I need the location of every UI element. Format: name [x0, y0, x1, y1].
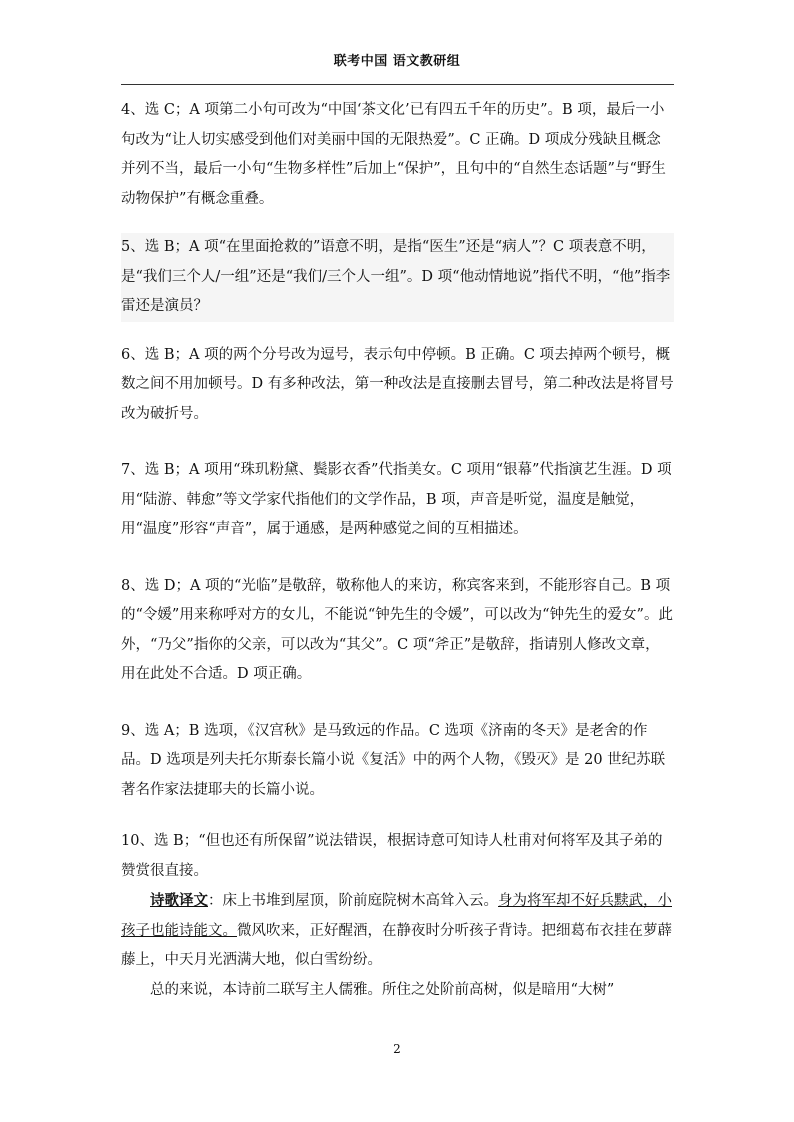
answer-6: 6、选 B；A 项的两个分号改为逗号，表示句中停顿。B 正确。C 项去掉两个顿号，概数之间不用加顿号。D 有多种改法，第一种改法是直接删去冒号，第二种改法是将冒号改为破折号。	[121, 346, 674, 422]
answer-9: 9、选 A；B 选项，《汉宫秋》是马致远的作品。C 选项《济南的冬天》是老舍的作品。D 选项是列夫托尔斯泰长篇小说《复活》中的两个人物，《毁灭》是 20 世纪苏联著名作家法捷耶夫的长篇小说。	[121, 722, 666, 798]
answer-7: 7、选 B；A 项用“珠玑粉黛、鬓影衣香”代指美女。C 项用“银幕”代指演艺生涯。D 项用“陆游、韩愈”等文学家代指他们的文学作品，B 项，声音是听觉，温度是触觉，用“温度”形容“声音”，属于通感，是两种感觉之间的互相描述。	[121, 462, 672, 537]
translation-colon: ：	[208, 893, 223, 909]
answer-8: 8、选 D；A 项的“光临”是敬辞，敬称他人的来访，称宾客来到，不能形容自己。B 项的“令媛”用来称呼对方的女儿，不能说“钟先生的令媛”，可以改为“钟先生的爱女”。此外，“乃父”指你的父亲，可以改为“其父”。C 项“斧正”是敬辞，指请别人修改文章，用在此处不合适。D 项正确。	[121, 577, 673, 682]
translation-label: 诗歌译文	[150, 892, 208, 909]
translation-part-2: 微风吹来，正好醒酒，在静夜时分听孩子背诗。把细葛布衣挂在萝薜藤上，中天月光洒满大地，似白雪纷纷。	[121, 922, 672, 968]
translation-part-1: 床上书堆到屋顶，阶前庭院树木高耸入云。	[222, 893, 498, 909]
translation-underlined: 身为将军却不好兵黩武，小孩子也能诗能文。	[121, 893, 672, 939]
poem-translation	[121, 886, 674, 976]
answer-10: 10、选 B；“但也还有所保留”说法错误，根据诗意可知诗人杜甫对何将军及其子弟的赞赏很直接。	[121, 833, 663, 879]
answer-4: 4、选 C；A 项第二小句可改为“中国‘茶文化’已有四五千年的历史”。B 项，最后一小句改为“让人切实感受到他们对美丽中国的无限热爱”。C 正确。D 项成分残缺且概念并列不当，最后一小句“生物多样性”后加上“保护”，且句中的“自然生态话题”与“野生动物保护”有概念重叠。	[121, 102, 666, 207]
page-number: 2	[393, 1042, 401, 1056]
header-rule	[121, 84, 674, 85]
answer-content	[121, 96, 674, 1005]
page-header: 联考中国 语文教研组	[333, 54, 461, 69]
answer-5: 5、选 B；A 项“在里面抢救的”语意不明，是指“医生”还是“病人”？C 项表意不明，是“我们三个人/一组”还是“我们/三个人一组”。D 项“他动情地说”指代不明，“他”指李雷还是演员？	[121, 233, 674, 322]
summary-paragraph: 总的来说，本诗前二联写主人儒雅。所住之处阶前高树，似是暗用“大树”	[150, 981, 615, 998]
